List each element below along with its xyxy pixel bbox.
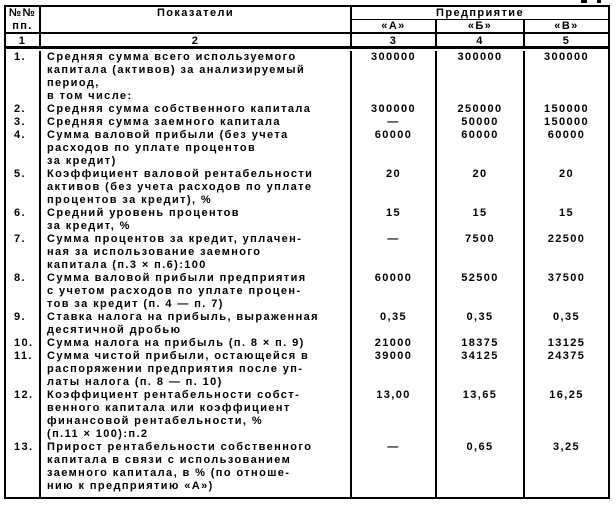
value-a: 21000 (352, 337, 437, 350)
value-v: 37500 (547, 272, 586, 284)
row-number: 7. (6, 233, 41, 272)
value-b: 250000 (437, 103, 525, 116)
value-a: 15 (352, 207, 437, 233)
row-number: 9. (6, 311, 41, 337)
value-v: 16,25 (549, 389, 584, 401)
col-header-num-line2: пп. (12, 20, 33, 32)
value-a: 60000 (352, 272, 437, 311)
value-v: 13125 (547, 337, 586, 349)
row-number: 13. (6, 441, 41, 497)
row-number: 12. (6, 389, 41, 441)
row-number: 3. (6, 116, 41, 129)
indicator-text (41, 337, 352, 350)
indicator-line: Средняя сумма заемного капитала (47, 116, 281, 128)
table-row (6, 207, 608, 233)
row-number: 2. (6, 103, 41, 116)
indicator-line: Сумма чистой прибыли, остающейся в (47, 350, 310, 362)
value-b: 18375 (437, 337, 525, 350)
table-row (6, 103, 608, 116)
col-header-num (6, 7, 41, 32)
column-numbering-row (6, 34, 608, 49)
value-b: 7500 (437, 233, 525, 272)
value-b: 0,65 (437, 441, 525, 497)
indicators-table (4, 5, 610, 499)
table-body (6, 49, 608, 497)
cropped-text-fragment (581, 0, 607, 3)
indicator-line: финансовой рентабельности, % (47, 415, 264, 427)
indicator-line: латы налога (п. 8 — п. 10) (47, 376, 223, 388)
table-row (6, 311, 608, 337)
value-b: 13,65 (437, 389, 525, 441)
indicator-line: активов (без учета расходов по уплате (47, 181, 313, 193)
value-a: 39000 (352, 350, 437, 389)
indicator-line: тов за кредит (п. 4 — п. 7) (47, 298, 224, 310)
value-b: 52500 (437, 272, 525, 311)
value-a: 300000 (352, 51, 437, 103)
row-number: 5. (6, 168, 41, 207)
value-v: 15 (558, 207, 575, 219)
indicator-text (41, 311, 352, 337)
indicator-line: Средняя сумма всего используемого (47, 51, 297, 63)
row-number: 11. (6, 350, 41, 389)
column-number-5: 5 (562, 35, 571, 47)
table-row (6, 337, 608, 350)
value-v: 3,25 (552, 441, 580, 453)
indicator-text (41, 389, 352, 441)
indicator-line: Сумма валовой прибыли предприятия (47, 272, 307, 284)
indicator-text (41, 116, 352, 129)
indicator-line: нию к предприятию «А») (47, 480, 214, 492)
table-row (6, 233, 608, 272)
col-header-indicators: Показатели (41, 7, 352, 32)
indicator-text (41, 233, 352, 272)
indicator-line: Средняя сумма собственного капитала (47, 103, 312, 115)
indicator-line: заемного капитала, в % (по отноше- (47, 467, 291, 479)
table-row (6, 389, 608, 441)
indicator-text (41, 51, 352, 103)
value-v: 60000 (547, 129, 586, 141)
value-v: 24375 (547, 350, 586, 362)
value-v: 300000 (543, 51, 590, 63)
row-number: 1. (6, 51, 41, 103)
column-number-2: 2 (41, 34, 352, 46)
value-v: 150000 (543, 103, 590, 115)
value-a: — (352, 441, 437, 497)
indicator-line: Коэффициент рентабельности собст- (47, 389, 301, 401)
indicator-line: за кредит) (47, 155, 117, 167)
indicator-line: период, (47, 77, 100, 89)
indicator-text (41, 272, 352, 311)
subcol-header-a: «А» (352, 20, 437, 33)
row-number: 4. (6, 129, 41, 168)
indicator-text (41, 207, 352, 233)
indicator-line: капитала (активов) за анализируемый (47, 64, 306, 76)
indicator-line: Коэффициент валовой рентабельности (47, 168, 314, 180)
value-a: 13,00 (352, 389, 437, 441)
column-number-3: 3 (352, 34, 437, 46)
column-number-4: 4 (437, 34, 525, 46)
value-b: 20 (437, 168, 525, 207)
row-number: 6. (6, 207, 41, 233)
indicator-line: в том числе: (47, 90, 133, 102)
indicator-line: Ставка налога на прибыль, выраженная (47, 311, 319, 323)
value-v: 22500 (547, 233, 586, 245)
header-row (6, 7, 608, 34)
value-a: — (352, 233, 437, 272)
indicator-line: капитала (п.3 × п.6):100 (47, 259, 207, 271)
value-b: 50000 (437, 116, 525, 129)
indicator-text (41, 129, 352, 168)
indicator-text (41, 168, 352, 207)
col-header-num-line1: №№ (8, 7, 37, 19)
col-header-enterprise-block (352, 7, 608, 32)
indicator-line: капитала в связи с использованием (47, 454, 292, 466)
indicator-line: Сумма валовой прибыли (без учета (47, 129, 289, 141)
value-b: 60000 (437, 129, 525, 168)
indicator-line: десятичной дробью (47, 324, 182, 336)
value-a: 0,35 (352, 311, 437, 337)
value-a: — (352, 116, 437, 129)
value-a: 20 (352, 168, 437, 207)
indicator-line: процентов за кредит), % (47, 194, 213, 206)
indicator-line: Средний уровень процентов (47, 207, 240, 219)
indicator-line: с учетом расходов по уплате процен- (47, 285, 302, 297)
column-number-1: 1 (6, 34, 41, 46)
indicator-text (41, 103, 352, 116)
table-row (6, 168, 608, 207)
value-b: 15 (437, 207, 525, 233)
table-row (6, 129, 608, 168)
indicator-line: за кредит, % (47, 220, 131, 232)
subcol-header-v: «В» (554, 20, 579, 32)
value-b: 34125 (437, 350, 525, 389)
value-b: 300000 (437, 51, 525, 103)
table-row (6, 441, 608, 497)
indicator-line: (п.11 × 100):п.2 (47, 428, 149, 440)
table-row (6, 350, 608, 389)
table-row (6, 272, 608, 311)
subcol-header-b: «Б» (437, 20, 525, 33)
value-a: 300000 (352, 103, 437, 116)
indicator-line: Сумма налога на прибыль (п. 8 × п. 9) (47, 337, 305, 349)
col-header-enterprise: Предприятие (352, 7, 608, 20)
indicator-line: венного капитала или коэффициент (47, 402, 291, 414)
row-number: 10. (6, 337, 41, 350)
value-a: 60000 (352, 129, 437, 168)
value-v: 150000 (543, 116, 590, 128)
indicator-text (41, 441, 352, 497)
value-v: 0,35 (552, 311, 580, 323)
indicator-line: распоряжении предприятия после уп- (47, 363, 304, 375)
table-row (6, 116, 608, 129)
indicator-line: расходов по уплате процентов (47, 142, 257, 154)
value-v: 20 (558, 168, 575, 180)
value-b: 0,35 (437, 311, 525, 337)
indicator-line: Сумма процентов за кредит, уплачен- (47, 233, 303, 245)
indicator-line: Прирост рентабельности собственного (47, 441, 313, 453)
enterprise-subheader-row (352, 20, 608, 33)
row-number: 8. (6, 272, 41, 311)
indicator-line: ная за использование заемного (47, 246, 262, 258)
indicator-text (41, 350, 352, 389)
table-row (6, 51, 608, 103)
